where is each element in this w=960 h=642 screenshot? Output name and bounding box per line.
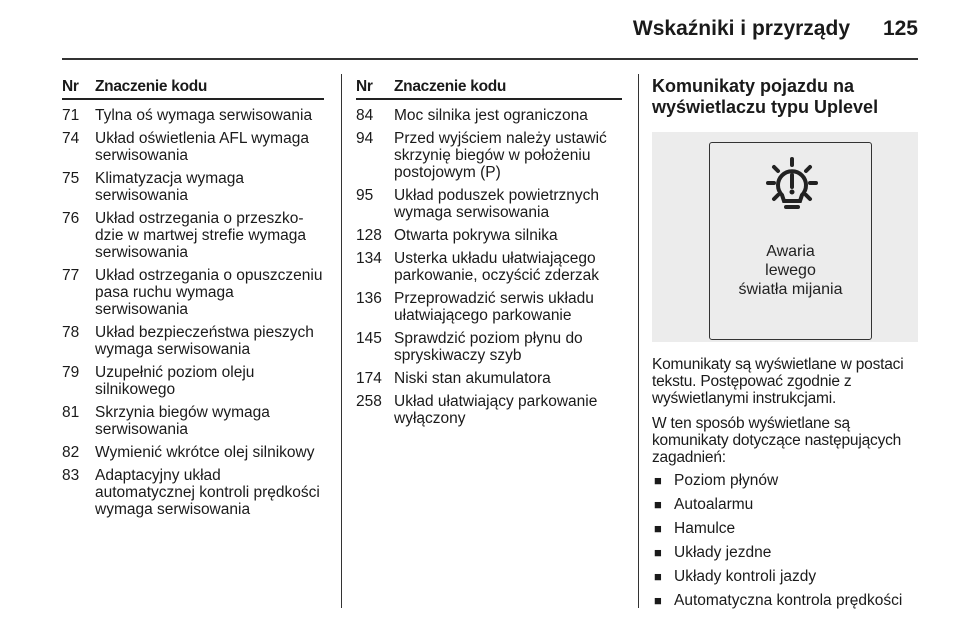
vehicle-messages-section [652,74,920,616]
code-meaning: Układ poduszek powietrznych wymaga serwisowania [394,187,600,221]
code-number: 79 [62,364,80,381]
list-item [652,496,920,513]
section-title: Komunikaty pojazdu na wyświetlaczu typu Uplevel [652,76,879,117]
code-number: 77 [62,267,80,284]
list-item [652,592,920,609]
table-row [62,467,324,524]
list-item-text: Poziom płynów [674,472,779,489]
code-number: 71 [62,107,80,124]
paragraph-intro: Komunikaty są wyświetlane w postaci tekstu. Postępować zgodnie z wyświetlanymi instrukcjami. [652,356,904,407]
table-row [356,250,622,290]
table-row [356,227,622,250]
code-meaning: Otwarta pokrywa silnika [394,227,558,244]
table-row [356,330,622,370]
bulb-warning-icon [760,155,824,219]
table-row [356,290,622,330]
code-meaning: Sprawdzić poziom płynu do spryskiwaczy szyb [394,330,583,364]
table-row [62,324,324,364]
table-row [356,370,622,393]
code-number: 145 [356,330,382,347]
table-header-row [62,74,324,99]
table-row [356,187,622,227]
table-row [62,130,324,170]
list-item [652,568,920,585]
code-number: 74 [62,130,80,147]
code-meaning: Klimatyzacja wymaga serwisowania [95,170,245,204]
table-row [62,364,324,404]
code-meaning: Moc silnika jest ograniczona [394,107,588,124]
table-row [62,444,324,467]
column-header-meaning: Znaczenie kodu [95,74,324,99]
code-meaning: Przeprowadzić serwis układu ułatwiającego parkowanie [394,290,594,324]
code-number: 94 [356,130,374,147]
bullet-square-icon: ■ [654,497,662,512]
code-meaning: Uzupełnić poziom oleju silnikowego [95,364,255,398]
bullet-square-icon: ■ [654,473,662,488]
column-divider [638,74,639,608]
list-item-text: Autoalarmu [674,496,754,513]
code-number: 82 [62,444,80,461]
list-item-text: Automatyczna kontrola prędkości [674,592,903,609]
code-meaning: Usterka układu ułatwiającego parkowanie, oczyścić zderzak [394,250,600,284]
column-header-meaning: Znaczenie kodu [394,74,622,99]
table-row [356,130,622,187]
display-line-2: lewego [765,262,816,279]
code-meaning: Układ ostrzegania o opuszczeniu pasa ruchu wymaga serwisowania [95,267,323,318]
bullet-square-icon: ■ [654,545,662,560]
list-item [652,472,920,489]
code-table-left [62,74,324,524]
bullet-square-icon: ■ [654,593,662,608]
table-row [62,99,324,130]
paragraph-topics: W ten sposób wyświetlane są komunikaty dotyczące następujących zagadnień: [652,415,902,466]
list-item-text: Układy kontroli jazdy [674,568,817,585]
topic-list [652,472,920,609]
list-item [652,544,920,561]
display-message [710,242,871,299]
display-illustration [652,132,918,342]
column-header-nr: Nr [356,74,394,99]
code-meaning: Tylna oś wymaga serwisowania [95,107,313,124]
table-row [62,210,324,267]
code-meaning: Układ bezpieczeństwa pieszych wymaga serwisowania [95,324,314,358]
code-number: 78 [62,324,80,341]
display-screen [709,142,872,340]
display-line-3: światła mijania [738,281,843,298]
code-number: 136 [356,290,382,307]
column-divider [341,74,342,608]
code-number: 84 [356,107,374,124]
code-meaning: Układ ostrzegania o przeszkodzie w martwej strefie wymaga serwisowania [95,210,307,261]
table-header-row [356,74,622,99]
code-number: 95 [356,187,374,204]
page-number: 125 [882,17,918,40]
bullet-square-icon: ■ [654,569,662,584]
table-row [62,404,324,444]
code-meaning: Układ ułatwiający parkowanie wyłączony [394,393,598,427]
list-item [652,520,920,537]
list-item-text: Hamulce [674,520,736,537]
table-row [62,267,324,324]
code-number: 128 [356,227,382,244]
table-row [62,170,324,210]
code-meaning: Układ oświetlenia AFL wymaga serwisowania [95,130,309,164]
table-row [356,99,622,130]
table-row [356,393,622,433]
code-number: 83 [62,467,80,484]
code-meaning: Przed wyjściem należy ustawić skrzynię biegów w położeniu postojowym (P) [394,130,607,181]
code-table [356,74,622,433]
code-number: 76 [62,210,80,227]
code-number: 134 [356,250,382,267]
code-number: 81 [62,404,80,421]
code-meaning: Skrzynia biegów wymaga serwisowania [95,404,270,438]
code-meaning: Adaptacyjny układ automatycznej kontroli prędkości wymaga serwisowania [95,467,320,518]
list-item-text: Układy jezdne [674,544,772,561]
code-table-right [356,74,622,433]
code-table [62,74,324,524]
code-number: 258 [356,393,382,410]
header-rule [62,58,918,60]
bullet-square-icon: ■ [654,521,662,536]
code-meaning: Niski stan akumulatora [394,370,551,387]
code-meaning: Wymienić wkrótce olej silnikowy [95,444,315,461]
page-header [0,0,960,62]
code-number: 174 [356,370,382,387]
code-number: 75 [62,170,80,187]
page-title: Wskaźniki i przyrządy [632,17,850,40]
column-header-nr: Nr [62,74,95,99]
display-line-1: Awaria [766,243,815,260]
